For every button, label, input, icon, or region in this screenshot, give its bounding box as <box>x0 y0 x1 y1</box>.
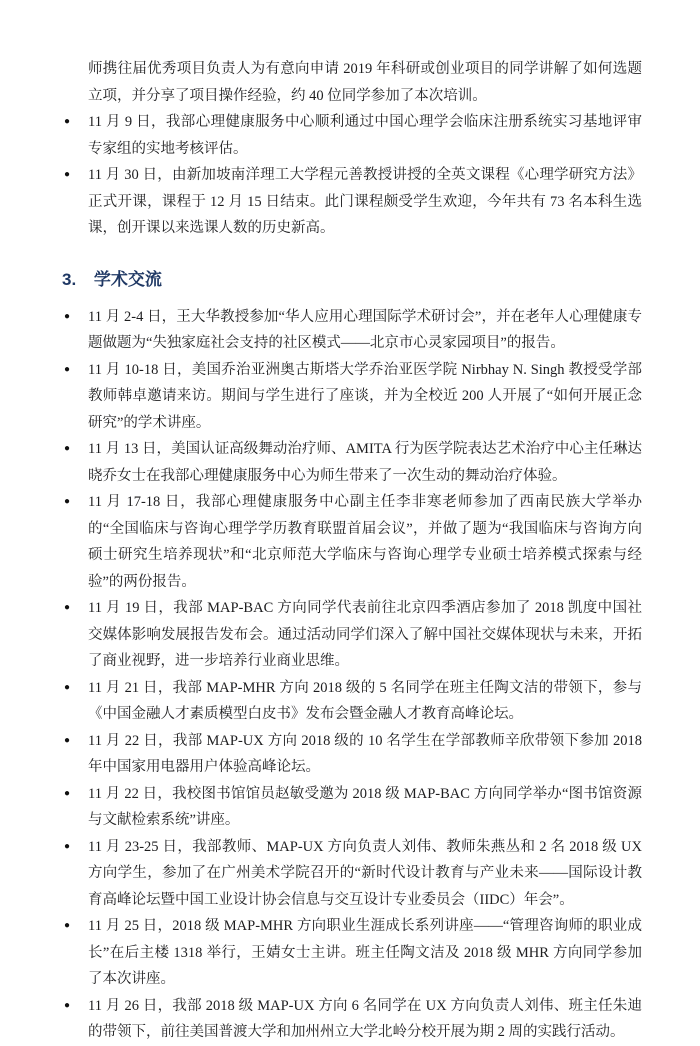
bullet-text: 11 月 19 日，我部 MAP-BAC 方向同学代表前往北京四季酒店参加了 2018 凯度中国社交媒体影响发展报告发布会。通过活动同学们深入了解中国社交媒体现状与未来，开拓了商业视野，进一步培养行业商业思维。 <box>88 600 642 669</box>
bullet-text: 11 月 30 日，由新加坡南洋理工大学程元善教授讲授的全英文课程《心理学研究方法》正式开课，课程于 12 月 15 日结束。此门课程颇受学生欢迎，今年共有 73 名本科生选课，创开课以来选课人数的历史新高。 <box>88 167 642 236</box>
section-bullet-list <box>62 304 642 1046</box>
bullet-icon: ● <box>64 169 71 180</box>
section-heading <box>62 269 642 291</box>
bullet-icon: ● <box>64 602 71 613</box>
bullet-icon: ● <box>64 999 71 1011</box>
bullet-icon: ● <box>64 840 71 852</box>
previous-section-bullet-list <box>62 109 642 242</box>
bullet-item <box>62 834 642 914</box>
bullet-text: 11 月 10-18 日，美国乔治亚洲奥古斯塔大学乔治亚医学院 Nirbhay N. Singh 教授受学部教师韩卓邀请来访。期间与学生进行了座谈，并为全校近 200 人开展了“如何开展正念研究”的学术讲座。 <box>88 361 642 431</box>
section-number: 3. <box>62 269 77 289</box>
bullet-text: 11 月 13 日，美国认证高级舞动治疗师、AMITA 行为医学院表达艺术治疗中心主任琳达晓乔女士在我部心理健康服务中心为师生带来了一次生动的舞动治疗体验。 <box>88 441 642 484</box>
bullet-text: 11 月 22 日，我部 MAP-UX 方向 2018 级的 10 名学生在学部教师辛欣带领下参加 2018 年中国家用电器用户体验高峰论坛。 <box>88 732 642 775</box>
bullet-text: 11 月 17-18 日，我部心理健康服务中心副主任李非寒老师参加了西南民族大学举办的“全国临床与咨询心理学学历教育联盟首届会议”，并做了题为“我国临床与咨询方向硕士研究生培养现状”和“北京师范大学临床与咨询心理学专业硕士培养模式探索与经验”的两份报告。 <box>88 494 642 590</box>
bullet-icon: ● <box>64 681 71 693</box>
section-title: 学术交流 <box>93 269 162 289</box>
bullet-text: 11 月 25 日，2018 级 MAP-MHR 方向职业生涯成长系列讲座——“管理咨询师的职业成长”在后主楼 1318 举行，王婧女士主讲。班主任陶文洁及 2018 级 MHR 方向同学参加了本次讲座。 <box>88 918 642 987</box>
bullet-text: 11 月 22 日，我校图书馆馆员赵敏受邀为 2018 级 MAP-BAC 方向同学举办“图书馆资源与文献检索系统”讲座。 <box>88 785 642 828</box>
bullet-icon: ● <box>64 443 71 454</box>
bullet-item <box>62 595 642 675</box>
bullet-item <box>62 489 642 595</box>
bullet-item <box>62 993 642 1046</box>
continuation-paragraph: 师携往届优秀项目负责人为有意向申请 2019 年科研或创业项目的同学讲解了如何选题立项，并分享了项目操作经验，约 40 位同学参加了本次培训。 <box>88 61 642 104</box>
bullet-text: 11 月 26 日，我部 2018 级 MAP-UX 方向 6 名同学在 UX 方向负责人刘伟、班主任朱迪的带领下，前往美国普渡大学和加州州立大学北岭分校开展为期 2 周的实践行活动。 <box>88 997 642 1040</box>
bullet-icon: ● <box>64 363 71 375</box>
bullet-text: 11 月 23-25 日，我部教师、MAP-UX 方向负责人刘伟、教师朱燕丛和 2 名 2018 级 UX 方向学生，参加了在广州美术学院召开的“新时代设计教育与产业未来——国际设计教育高峰论坛暨中国工业设计协会信息与交互设计专业委员会（IIDC）年会”。 <box>88 838 642 908</box>
bullet-icon: ● <box>64 787 71 799</box>
bullet-item <box>62 436 642 489</box>
bullet-icon: ● <box>64 496 71 507</box>
bullet-item <box>62 357 642 437</box>
bullet-item <box>62 109 642 162</box>
bullet-text: 11 月 2-4 日，王大华教授参加“华人应用心理国际学术研讨会”，并在老年人心理健康专题做题为“失独家庭社会支持的社区模式——北京市心灵家园项目”的报告。 <box>88 308 642 351</box>
bullet-icon: ● <box>64 310 71 322</box>
bullet-icon: ● <box>64 116 71 127</box>
bullet-text: 11 月 21 日，我部 MAP-MHR 方向 2018 级的 5 名同学在班主任陶文洁的带领下，参与《中国金融人才素质模型白皮书》发布会暨金融人才教育高峰论坛。 <box>88 679 642 722</box>
bullet-text: 11 月 9 日，我部心理健康服务中心顺利通过中国心理学会临床注册系统实习基地评审专家组的实地考核评估。 <box>88 114 642 157</box>
bullet-icon: ● <box>64 920 71 931</box>
bullet-item <box>62 304 642 357</box>
bullet-item <box>62 675 642 728</box>
bullet-item <box>62 162 642 242</box>
bullet-item <box>62 728 642 781</box>
bullet-item <box>62 913 642 993</box>
bullet-icon: ● <box>64 734 71 746</box>
bullet-item <box>62 781 642 834</box>
